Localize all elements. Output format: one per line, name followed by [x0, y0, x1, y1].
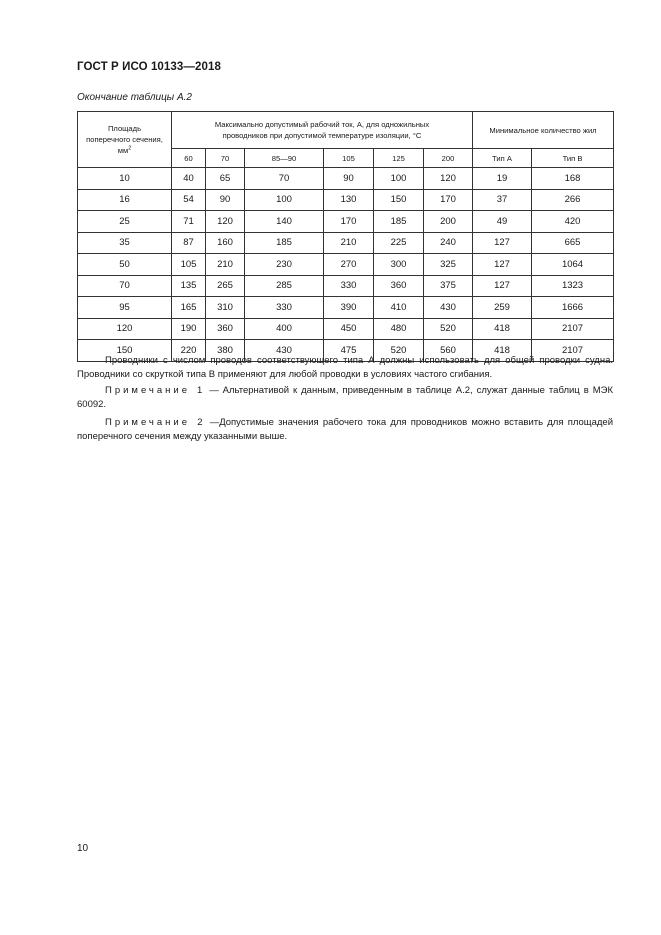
- paragraph-conductors: [77, 354, 613, 382]
- table-caption: Окончание таблицы А.2: [77, 92, 192, 103]
- note-2: [77, 416, 613, 444]
- header-current: Максимально допустимый рабочий ток, А, для одножильных проводников при допустимой температуре изоляции, °С: [172, 112, 473, 149]
- header-temp: 70: [206, 149, 245, 168]
- table-cell: 450: [324, 318, 374, 340]
- header-temp: 60: [172, 149, 206, 168]
- table-cell: 185: [245, 232, 324, 254]
- note-1-label: Примечание 1: [105, 385, 206, 396]
- table-cell: 130: [324, 189, 374, 211]
- table-cell: 135: [172, 275, 206, 297]
- table-row: [78, 211, 614, 233]
- table-cell: 266: [532, 189, 614, 211]
- header-temp: 105: [324, 149, 374, 168]
- table-cell: 1666: [532, 297, 614, 319]
- table-cell: 330: [324, 275, 374, 297]
- table-cell: 90: [206, 189, 245, 211]
- table-row: [78, 318, 614, 340]
- table-row: [78, 168, 614, 190]
- table-cell: 210: [324, 232, 374, 254]
- table-cell: 127: [473, 275, 532, 297]
- table-cell: 380: [206, 340, 245, 362]
- table-cell: 330: [245, 297, 324, 319]
- table-cell: 375: [424, 275, 473, 297]
- table-cell: 71: [172, 211, 206, 233]
- table-cell: 90: [324, 168, 374, 190]
- table-cell: 40: [172, 168, 206, 190]
- table-cell: 360: [206, 318, 245, 340]
- table-cell: 420: [532, 211, 614, 233]
- table-cell: 325: [424, 254, 473, 276]
- header-type: Тип В: [532, 149, 614, 168]
- header-type: Тип А: [473, 149, 532, 168]
- table-cell: 430: [245, 340, 324, 362]
- table-cell: 400: [245, 318, 324, 340]
- table-cell: 165: [172, 297, 206, 319]
- table-row: [78, 232, 614, 254]
- table-cell: 259: [473, 297, 532, 319]
- table-cell: 240: [424, 232, 473, 254]
- table-cell: 270: [324, 254, 374, 276]
- table-cell: 70: [245, 168, 324, 190]
- header-temp: 85—90: [245, 149, 324, 168]
- current-rating-table: [77, 111, 614, 362]
- table-cell: 210: [206, 254, 245, 276]
- header-area-superscript: 2: [128, 145, 132, 152]
- table-cell: 140: [245, 211, 324, 233]
- header-area-text: Площадь поперечного сечения, мм: [86, 124, 163, 155]
- table-cell: 1064: [532, 254, 614, 276]
- table-cell: 560: [424, 340, 473, 362]
- table-row: [78, 254, 614, 276]
- table-cell: 127: [473, 254, 532, 276]
- table-cell: 50: [78, 254, 172, 276]
- table-cell: 225: [374, 232, 424, 254]
- table-cell: 418: [473, 340, 532, 362]
- table-cell: 170: [424, 189, 473, 211]
- table-cell: 475: [324, 340, 374, 362]
- table-cell: 65: [206, 168, 245, 190]
- table-cell: 95: [78, 297, 172, 319]
- table-cell: 10: [78, 168, 172, 190]
- table-cell: 360: [374, 275, 424, 297]
- table-cell: 127: [473, 232, 532, 254]
- header-temp: 125: [374, 149, 424, 168]
- table-cell: 200: [424, 211, 473, 233]
- header-temp: 200: [424, 149, 473, 168]
- note-2-label: Примечание 2: [105, 417, 206, 428]
- table-cell: 300: [374, 254, 424, 276]
- table-cell: 37: [473, 189, 532, 211]
- table-cell: 390: [324, 297, 374, 319]
- table-cell: 120: [206, 211, 245, 233]
- table-cell: 70: [78, 275, 172, 297]
- table-cell: 160: [206, 232, 245, 254]
- table-cell: 310: [206, 297, 245, 319]
- table-cell: 150: [78, 340, 172, 362]
- table-cell: 285: [245, 275, 324, 297]
- table-row: [78, 189, 614, 211]
- table-cell: 185: [374, 211, 424, 233]
- table-cell: 87: [172, 232, 206, 254]
- table-cell: 430: [424, 297, 473, 319]
- table-cell: 170: [324, 211, 374, 233]
- table-cell: 480: [374, 318, 424, 340]
- note-2-text: —Допустимые значения рабочего тока для проводников можно вставить для площадей поперечного сечения между указанными выше.: [77, 417, 613, 442]
- table-cell: 520: [374, 340, 424, 362]
- note-1-text: — Альтернативой к данным, приведенным в таблице А.2, служат данные таблиц в МЭК 60092.: [77, 385, 613, 410]
- table-cell: 54: [172, 189, 206, 211]
- table-cell: 19: [473, 168, 532, 190]
- table-cell: 49: [473, 211, 532, 233]
- table-cell: 665: [532, 232, 614, 254]
- table-cell: 168: [532, 168, 614, 190]
- table-cell: 265: [206, 275, 245, 297]
- document-header: ГОСТ Р ИСО 10133—2018: [77, 61, 222, 73]
- table-cell: 105: [172, 254, 206, 276]
- paragraph-conductors-text: Проводники с числом проводов соответствующего типа А должны использовать для общей проводки судна. Проводники со скруткой типа В применяют для любой проводки в условиях частого сгибания.: [77, 355, 613, 380]
- table-cell: 520: [424, 318, 473, 340]
- note-1: [77, 384, 613, 412]
- table-cell: 100: [245, 189, 324, 211]
- header-area: [78, 112, 172, 168]
- table-cell: 16: [78, 189, 172, 211]
- table-cell: 418: [473, 318, 532, 340]
- table-cell: 25: [78, 211, 172, 233]
- table-cell: 190: [172, 318, 206, 340]
- table-cell: 2107: [532, 340, 614, 362]
- header-strands: Минимальное количество жил: [473, 112, 614, 149]
- table-cell: 220: [172, 340, 206, 362]
- table-row: [78, 297, 614, 319]
- table-row: [78, 275, 614, 297]
- table-cell: 120: [424, 168, 473, 190]
- table-cell: 2107: [532, 318, 614, 340]
- table-cell: 35: [78, 232, 172, 254]
- table-cell: 100: [374, 168, 424, 190]
- table-cell: 410: [374, 297, 424, 319]
- page-number: 10: [77, 843, 89, 854]
- table-cell: 1323: [532, 275, 614, 297]
- table-cell: 120: [78, 318, 172, 340]
- table-cell: 230: [245, 254, 324, 276]
- table-cell: 150: [374, 189, 424, 211]
